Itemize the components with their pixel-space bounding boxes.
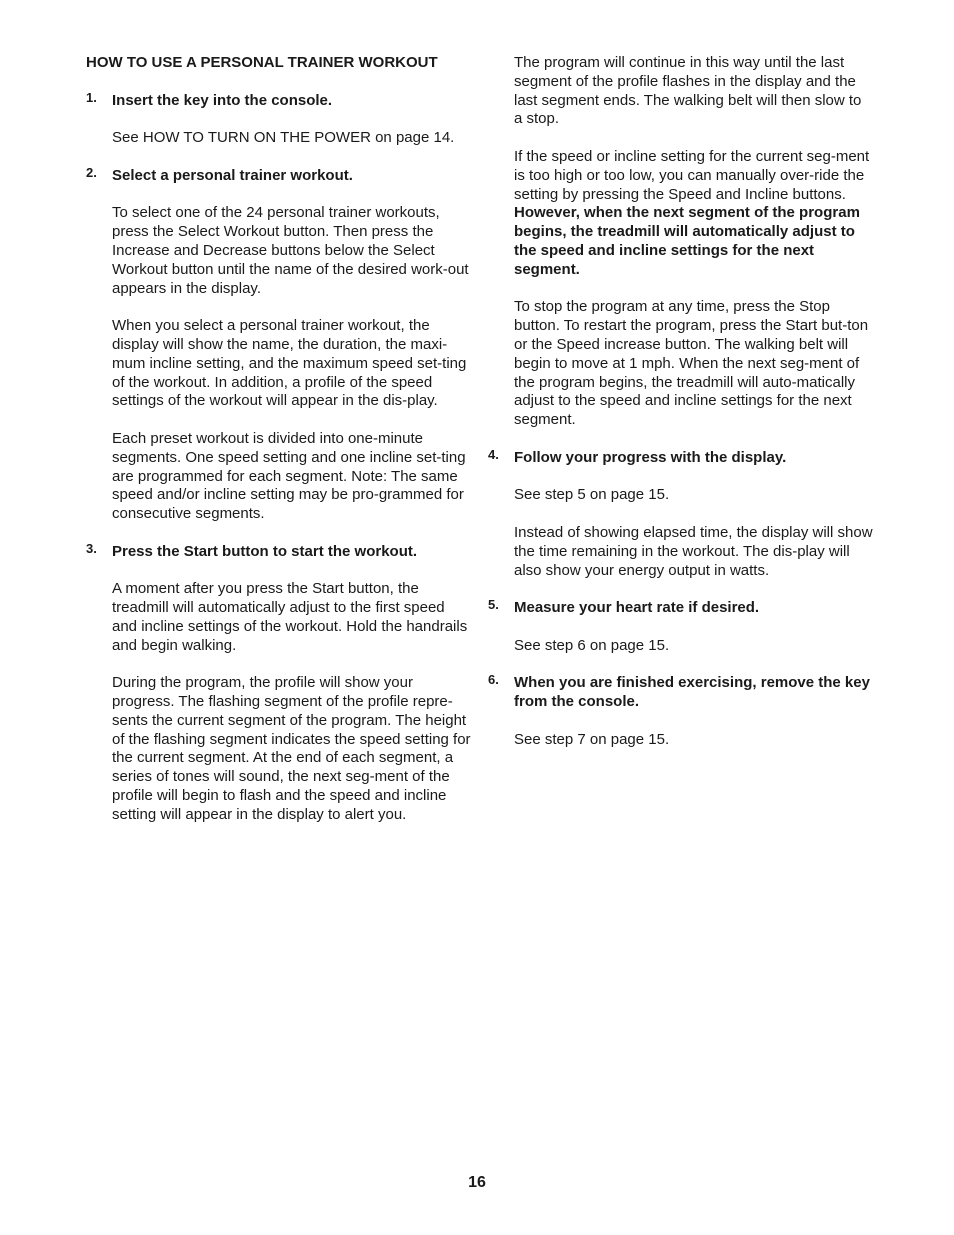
step-6-title-text: When you are finished exercising, remove the key from the console. [514,674,870,711]
step-5-paragraph: See step 6 on page 15. [514,636,670,654]
step-3-paragraph: A moment after you press the Start button, the treadmill will automatically adjust to the first speed and incline settings of the workout. Hold the handrails and begin walking. [112,580,468,654]
step-2-title [86,164,471,186]
step-5-title-text: Measure your heart rate if desired. [514,599,760,617]
step-3-title-text: Press the Start button to start the workout. [112,542,418,560]
step-1-paragraph: See HOW TO TURN ON THE POWER on page 14. [112,129,455,147]
step-4-paragraph: See step 5 on page 15. [514,486,670,504]
step-3-override-paragraph [488,148,873,280]
step-4-title [488,446,873,468]
step-2-paragraph: To select one of the 24 personal trainer workouts, press the Select Workout button. Then press the Increase and Decrease buttons below the Select Workout button until the name of the desired work-out appears in the display. [112,204,469,297]
step-3-continued-paragraph: The program will continue in this way until the last segment of the profile flashes in the display and the last segment ends. The walking belt will then slow to a stop. [514,54,862,128]
step-3-number: 3. [86,540,97,556]
step-4-title-text: Follow your progress with the display. [514,448,787,466]
step-6-paragraph: See step 7 on page 15. [514,730,670,748]
step-2-paragraph: Each preset workout is divided into one-minute segments. One speed setting and one incline set-ting are programmed for each segment. Note: The same speed and/or incline setting may be pro-grammed for consecutive segments. [112,429,466,523]
step-4-paragraph: Instead of showing elapsed time, the display will show the time remaining in the workout. The dis-play will also show your energy output in watts. [514,523,873,579]
override-text: If the speed or incline setting for the current seg-ment is too high or too low, you can manually over-ride the setting by pressing the Speed and Incline buttons. [514,147,870,203]
step-1-title [86,89,471,111]
step-3-stop-paragraph: To stop the program at any time, press the Stop button. To restart the program, press the Start but-ton or the Speed increase button. The walking belt will begin to move at 1 mph. When the next seg-ment of the program begins, the treadmill will auto-matically adjust to the speed and incline settings for the next segment. [514,298,869,429]
step-4-number: 4. [488,446,499,462]
left-column [86,54,471,843]
step-3-title [86,540,471,562]
step-3-paragraph: During the program, the profile will show your progress. The flashing segment of the profile repre-sents the current segment of the program. The height of the flashing segment indicates the speed setting for the current segment. At the end of each segment, a series of tones will sound, the next seg-ment of the profile will begin to flash and the speed and incline setting will appear in the display to alert you. [112,674,471,823]
step-2-paragraph: When you select a personal trainer workout, the display will show the name, the duration, the maxi-mum incline setting, and the maximum speed set-ting of the workout. In addition, a profile of the speed settings of the workout will appear in the dis-play. [112,317,467,410]
step-1-number: 1. [86,89,97,105]
step-1-title-text: Insert the key into the console. [112,91,333,109]
step-6-title [488,674,873,712]
page-number: 16 [468,1174,486,1191]
step-2-title-text: Select a personal trainer workout. [112,166,353,184]
step-5-title [488,599,873,618]
right-column [488,54,873,768]
step-2-number: 2. [86,164,97,180]
section-heading: HOW TO USE A PERSONAL TRAINER WORKOUT [86,54,438,71]
step-5-number: 5. [488,597,499,613]
override-bold-text: However, when the next segment of the program begins, the treadmill will automatically adjust to the speed and incline settings for the next segment. [514,204,860,278]
step-6-number: 6. [488,672,499,688]
